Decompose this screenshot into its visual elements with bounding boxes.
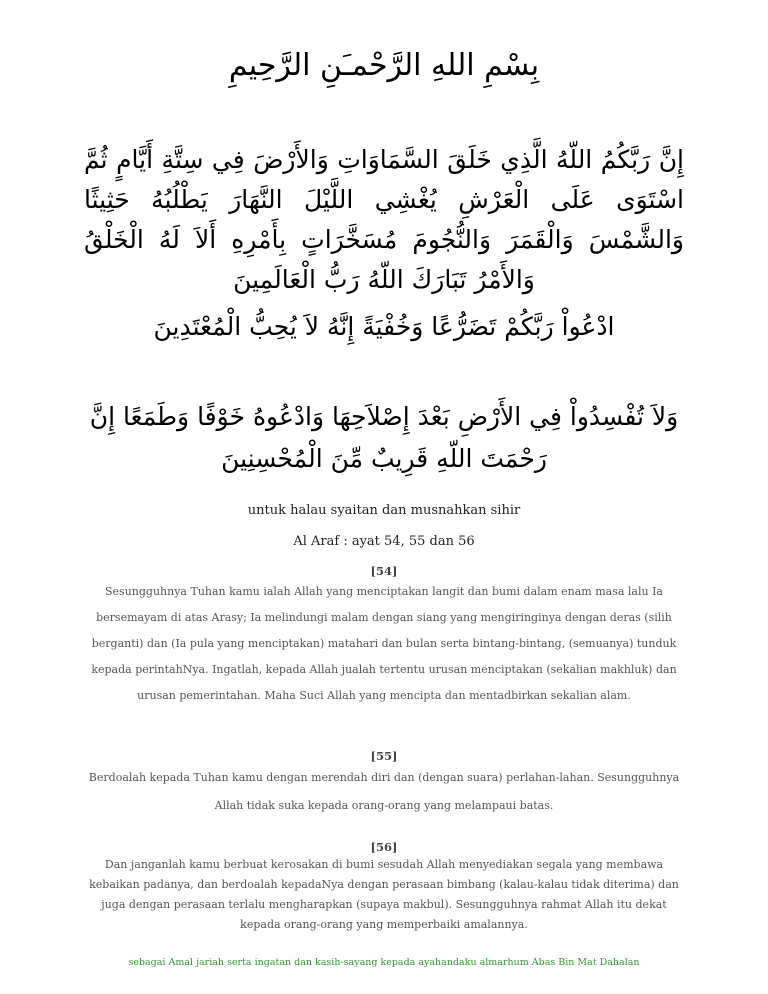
verse-number: [54]: [370, 564, 398, 578]
translation-55: [84, 748, 684, 820]
translation-54: [84, 563, 684, 709]
arabic-verse-56: وَلاَ تُفْسِدُواْ فِي الأَرْضِ بَعْدَ إِصْلاَحِهَا وَادْعُوهُ خَوْفًا وَطَمَعًا إِنَّ رَحْمَتَ اللّهِ قَرِيبٌ مِّنَ الْمُحْسِنِينَ: [89, 402, 679, 473]
translation-text: Berdoalah kepada Tuhan kamu dengan merendah diri dan (dengan suara) perlahan-lahan. Sesungguhnya Allah tidak suka kepada orang-orang yang melampaui batas.: [88, 771, 680, 812]
translation-56: [84, 839, 684, 935]
basmala: بِسْمِ اللهِ الرَّحْمـَنِ الرَّحِيمِ: [228, 48, 540, 83]
surah-reference: Al Araf : ayat 54, 55 dan 56: [293, 534, 475, 549]
translation-text: Sesungguhnya Tuhan kamu ialah Allah yang menciptakan langit dan bumi dalam enam masa lalu Ia bersemayam di atas Arasy; Ia melindungi malam dengan siang yang mengiringinya dengan deras (silih berganti) dan (Ia pula yang menciptakan) matahari dan bulan serta bintang-bintang, (semuanya) tunduk kepada perintahNya. Ingatlah, kepada Allah jualah tertentu urusan menciptakan (sekalian makhluk) dan urusan pemerintahan. Maha Suci Allah yang mencipta dan mentadbirkan sekalian alam.: [91, 585, 677, 702]
verse-number: [56]: [370, 840, 398, 854]
translation-text: Dan janganlah kamu berbuat kerosakan di bumi sesudah Allah menyediakan segala yang membawa kebaikan padanya, dan berdoalah kepadaNya dengan perasaan bimbang (kalau-kalau tidak diterima) dan juga dengan perasaan terlalu mengharapkan (supaya makbul). Sesungguhnya rahmat Allah itu dekat kepada orang-orang yang memperbaiki amalannya.: [89, 858, 679, 931]
verse-number: [55]: [370, 749, 398, 763]
purpose-caption: untuk halau syaitan dan musnahkan sihir: [247, 503, 521, 518]
arabic-verse-54: إِنَّ رَبَّكُمُ اللّهُ الَّذِي خَلَقَ السَّمَاوَاتِ وَالأَرْضَ فِي سِتَّةِ أَيَّامٍ ثُمَّ اسْتَوَى عَلَى الْعَرْشِ يُغْشِي اللَّيْلَ النَّهَارَ يَطْلُبُهُ حَثِيثًا وَالشَّمْسَ وَالْقَمَرَ وَالنُّجُومَ مُسَخَّرَاتٍ بِأَمْرِهِ أَلاَ لَهُ الْخَلْقُ وَالأَمْرُ تَبَارَكَ اللّهُ رَبُّ الْعَالَمِينَ: [84, 145, 684, 294]
arabic-verse-55: ادْعُواْ رَبَّكُمْ تَضَرُّعًا وَخُفْيَةً إِنَّهُ لاَ يُحِبُّ الْمُعْتَدِينَ: [153, 312, 615, 341]
dedication-footer: sebagai Amal jariah serta ingatan dan kasih-sayang kepada ayahandaku almarhum Abas Bin Mat Dahalan: [128, 957, 640, 968]
